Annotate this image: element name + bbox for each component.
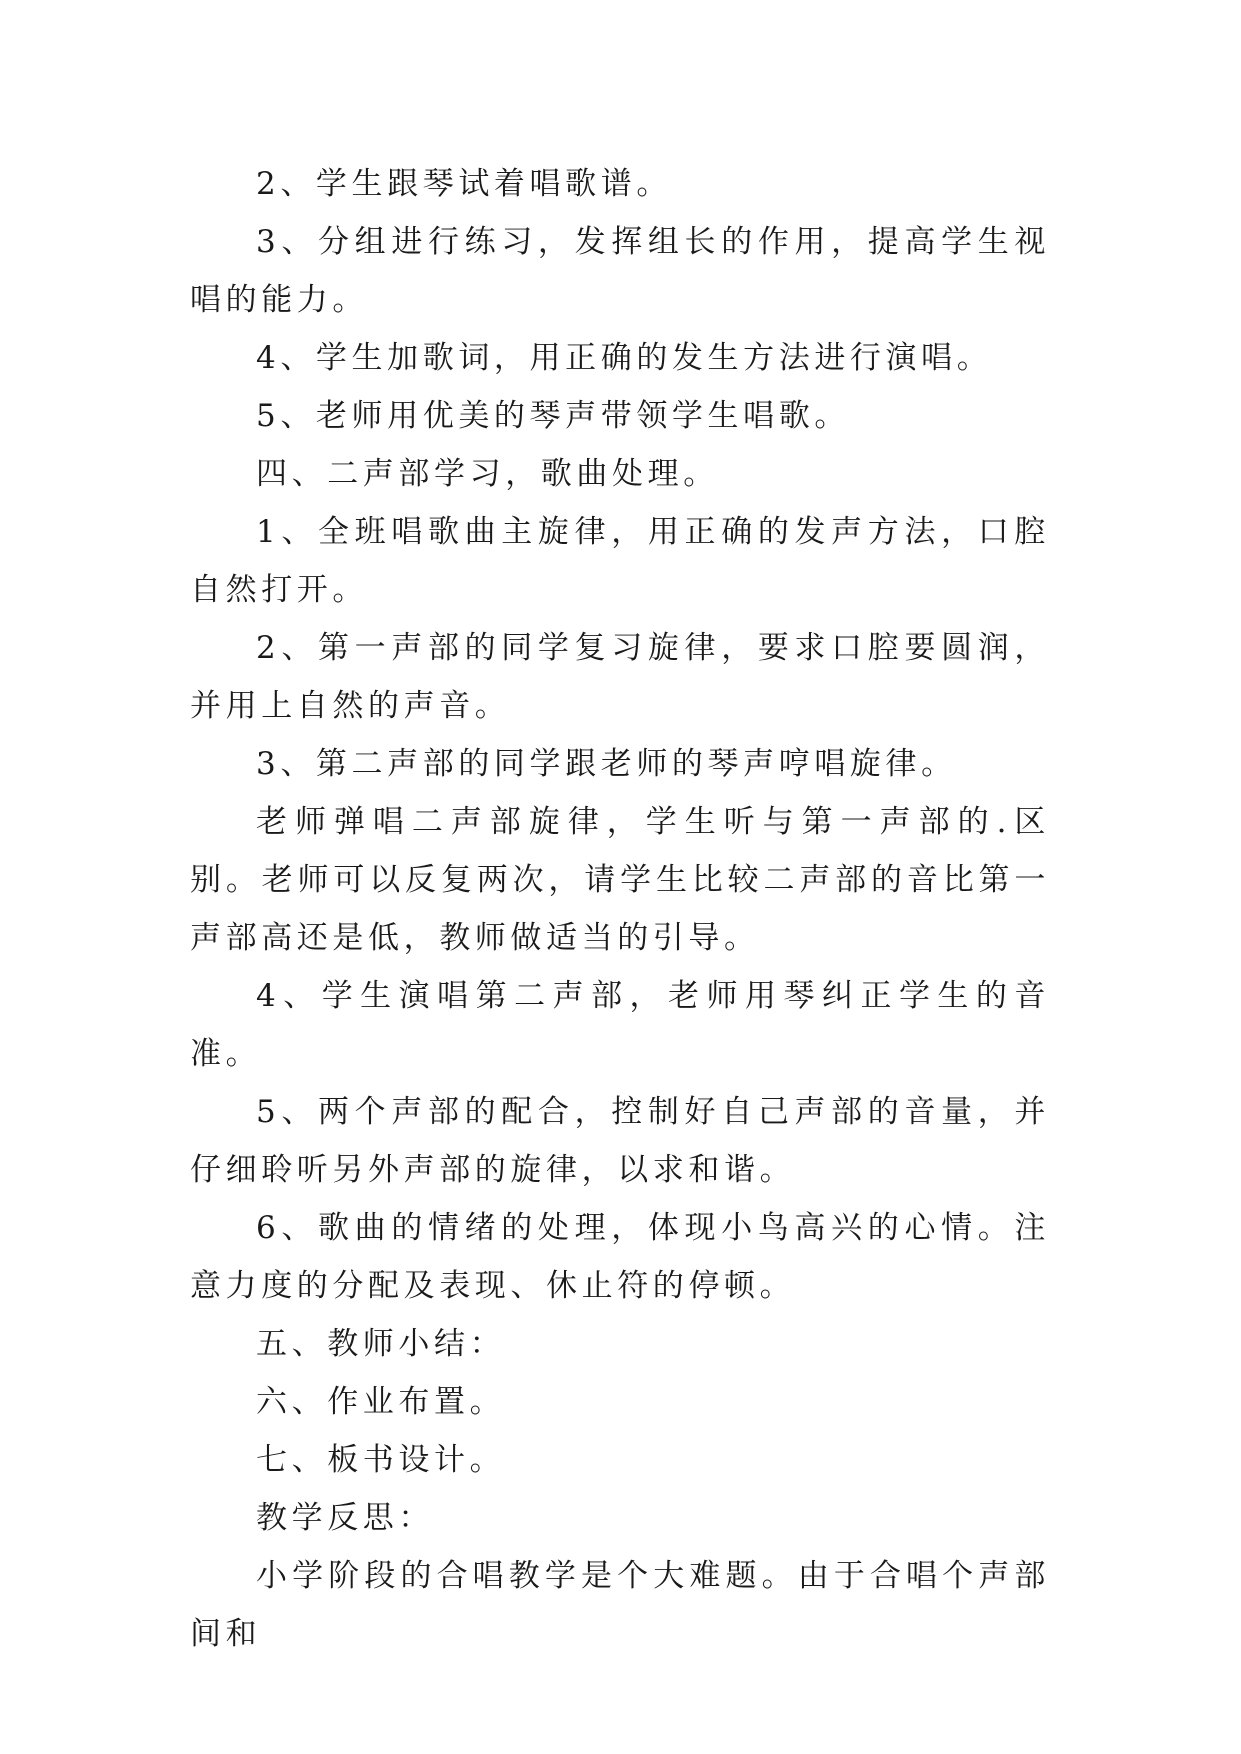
paragraph: 5、老师用优美的琴声带领学生唱歌。 — [256, 398, 850, 434]
paragraph: 1、全班唱歌曲主旋律，用正确的发声方法，口腔自然打开。 — [190, 514, 1050, 608]
section-heading: 教学反思： — [256, 1500, 434, 1536]
document-body — [190, 155, 1050, 1663]
paragraph: 2、学生跟琴试着唱歌谱。 — [256, 166, 672, 202]
paragraph: 2、第一声部的同学复习旋律，要求口腔要圆润，并用上自然的声音。 — [190, 630, 1050, 724]
paragraph: 5、两个声部的配合，控制好自己声部的音量，并仔细聆听另外声部的旋律，以求和谐。 — [190, 1094, 1050, 1188]
section-heading: 七、板书设计。 — [256, 1442, 506, 1478]
paragraph: 3、分组进行练习，发挥组长的作用，提高学生视唱的能力。 — [190, 224, 1050, 318]
paragraph: 4、学生演唱第二声部，老师用琴纠正学生的音准。 — [190, 978, 1050, 1072]
section-heading: 六、作业布置。 — [256, 1384, 506, 1420]
paragraph: 老师弹唱二声部旋律，学生听与第一声部的.区别。老师可以反复两次，请学生比较二声部的音比第一声部高还是低，教师做适当的引导。 — [190, 804, 1050, 956]
paragraph: 小学阶段的合唱教学是个大难题。由于合唱个声部间和 — [190, 1558, 1050, 1652]
section-heading: 五、教师小结： — [256, 1326, 506, 1362]
section-heading: 四、二声部学习，歌曲处理。 — [256, 456, 719, 492]
paragraph: 3、第二声部的同学跟老师的琴声哼唱旋律。 — [256, 746, 957, 782]
paragraph: 4、学生加歌词，用正确的发生方法进行演唱。 — [256, 340, 993, 376]
paragraph: 6、歌曲的情绪的处理，体现小鸟高兴的心情。注意力度的分配及表现、休止符的停顿。 — [190, 1210, 1050, 1304]
